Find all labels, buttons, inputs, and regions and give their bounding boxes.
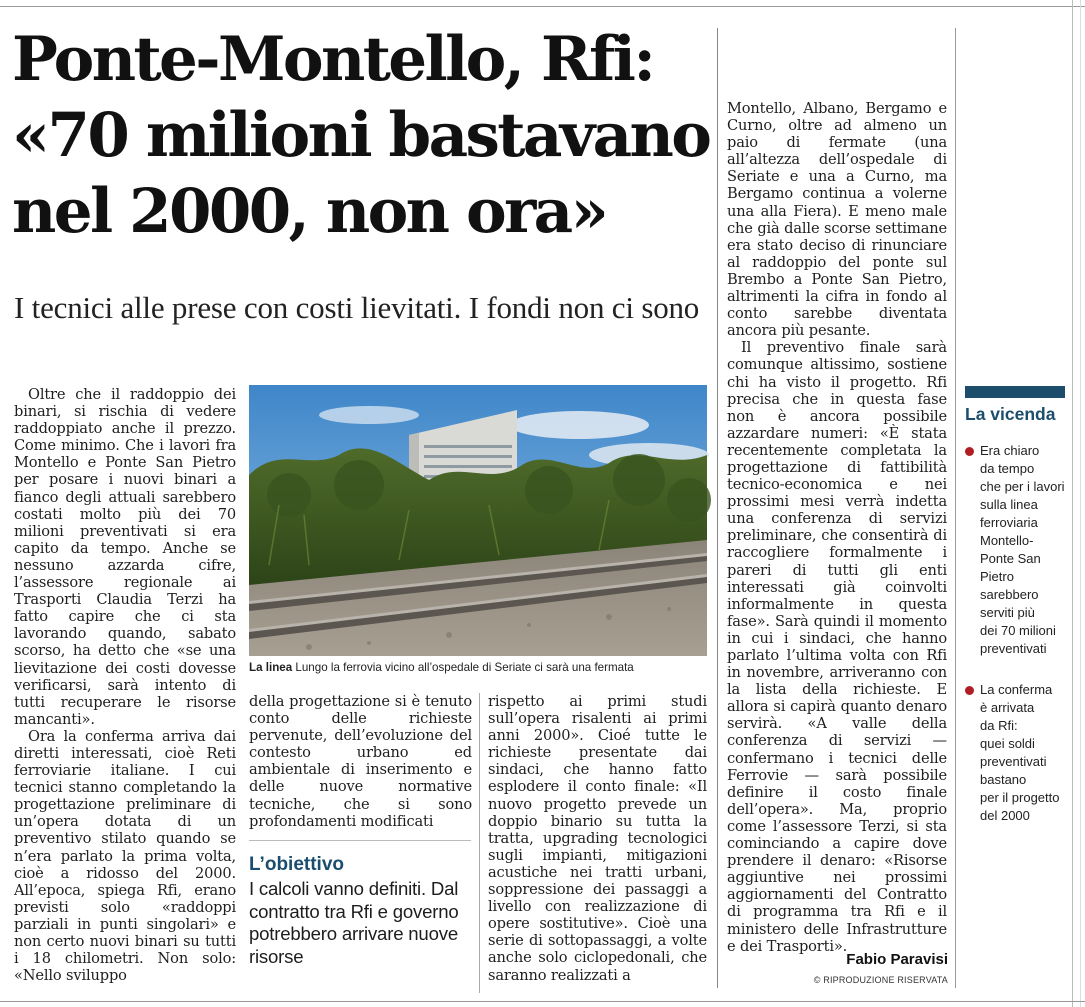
paragraph: Ora la conferma arriva dai diretti interessati, cioè Reti ferroviarie italiane. I cui tecnici stanno completando la progettazione preliminare di un’opera dotata di un preventivo stilato quando se n’era parlato la prima volta, cioè a ridosso del 2000. All’epoca, spiega Rfi, erano previsti solo «raddoppi parziali in punti singolari» e non certo nuovi binari su tutti i 18 chilometri. Non solo: «Nello sviluppo — [14, 727, 236, 985]
top-rule — [0, 6, 1085, 7]
sidebar-accent-bar — [965, 386, 1065, 398]
paragraph: Oltre che il raddoppio dei binari, si rischia di vedere raddoppiato anche il prezzo. Come minimo. Che i lavori fra Montello e Ponte San Pietro per posare i nuovi binari a fianco degli attuali sarebbero costati molto più dei 70 milioni preventivati si era capito da tempo. Anche se nessuno azzarda cifre, l’assessore regionale ai Trasporti Claudia Terzi ha fatto capire che ci sta lavorando quando, sabato scorso, ha detto che «se una lievitazione dei costi dovesse verificarsi, sarà intento di tutti recuperare le risorse mancanti». — [14, 386, 236, 728]
objective-box — [249, 854, 471, 974]
paragraph: Montello, Albano, Bergamo e Curno, oltre ad almeno un paio di fermate (una all’altezza dell’ospedale di Seriate e una a Curno, ma Bergamo continua a volerne una alla Fiera). E meno male che già dalle scorse settimane era stato deciso di rinunciare al raddoppio del ponte sul Brembo a Ponte San Pietro, altrimenti la cifra in fondo al conto sarebbe diventata ancora più pesante. — [727, 100, 947, 340]
sidebar-item — [965, 681, 1070, 825]
caption-label: La linea — [249, 661, 293, 674]
page-edge-rule-outer — [1080, 0, 1081, 1007]
column-divider — [955, 28, 956, 988]
article-column-1 — [14, 386, 236, 990]
page-edge-rule — [1072, 0, 1073, 1007]
column-divider — [717, 28, 718, 988]
paragraph: della progettazione si è tenuto conto delle richieste pervenute, dell’evoluzione del contesto urbano ed ambientale di inserimento e delle nuove normative tecniche, che si sono profondamenti modificati — [249, 693, 472, 830]
bullet-icon — [965, 686, 974, 695]
objective-text: I calcoli vanno definiti. Dal contratto tra Rfi e governo potrebbero arrivare nuove risorse — [249, 878, 459, 967]
railway-photo — [249, 385, 707, 656]
article-photo — [249, 385, 707, 656]
caption-text: Lungo la ferrovia vicino all’ospedale di Seriate ci sarà una fermata — [295, 661, 634, 674]
paragraph: Il preventivo finale sarà comunque altissimo, sostiene chi ha visto il progetto. Rfi precisa che in questa fase non è ancora possibile azzardare numeri: «È stata recentemente completata la progettazione di fattibilità tecnico-economica e nei prossimi mesi verrà indetta una conferenza di servizi preliminare, che consentirà di raccogliere formalmente i pareri di tutti gli enti interessati già coinvolti informalmente in questa fase». Sarà quindi il momento in cui i sindaci, che hanno parlato l’ultima volta con Rfi in novembre, arriveranno con la lista della richieste. E allora si capirà quanto denaro servirà. «A valle della conferenza di servizi — confermano i tecnici delle Ferrovie — sarà possibile definire il costo finale dell’opera». Ma, proprio come l’assessore Terzi, si sta cominciando a capire dove prendere il denaro: «Risorse aggiuntive nei prossimi aggiornamenti del Contratto di programma tra Rfi e il ministero delle Infrastrutture e dei Trasporti». — [727, 339, 947, 955]
bullet-icon — [965, 447, 974, 456]
sidebar-title: La vicenda — [965, 404, 1056, 424]
sidebar-item-text: Era chiaro da tempo che per i lavori sulla linea ferroviaria Montello- Ponte San Pietro sarebbero serviti più dei 70 milioni preventivati — [980, 443, 1065, 656]
article-column-2 — [249, 693, 472, 830]
sidebar-item — [965, 442, 1070, 658]
author-byline: Fabio Paravisi — [846, 951, 948, 968]
headline — [12, 22, 712, 250]
headline-line-1: Ponte-Montello, Rfi: — [12, 24, 654, 95]
objective-title: L’obiettivo — [249, 854, 344, 875]
paragraph: rispetto ai primi studi sull’opera risalenti ai primi anni 2000». Cioé tutte le richieste presentate dai sindaci, che hanno fatto esplodere il conto finale: «Il nuovo progetto prevede un doppio binario su tutta la tratta, upgrading tecnologici sugli impianti, mitigazioni acustiche nei tratti urbani, soppressione dei passaggi a livello con realizzazione di opere sostitutive». Cioè una serie di sottopassaggi, a volte anche solo ciclopedonali, che saranno realizzati a — [488, 693, 707, 984]
sidebar-item-text: La conferma è arrivata da Rfi: quei soldi preventivati bastano per il progetto del 2000 — [980, 682, 1060, 823]
bottom-rule — [0, 1001, 1085, 1002]
headline-line-3: nel 2000, non ora» — [12, 176, 607, 247]
photo-caption — [249, 660, 719, 675]
subheadline: I tecnici alle prese con costi lievitati. I fondi non ci sono — [14, 290, 700, 325]
column-divider — [479, 693, 480, 993]
objective-divider — [249, 840, 471, 841]
headline-line-2: «70 milioni bastavano — [12, 100, 710, 171]
copyright-notice: © RIPRODUZIONE RISERVATA — [813, 975, 948, 985]
article-column-4 — [727, 100, 947, 956]
article-column-3 — [488, 693, 707, 989]
